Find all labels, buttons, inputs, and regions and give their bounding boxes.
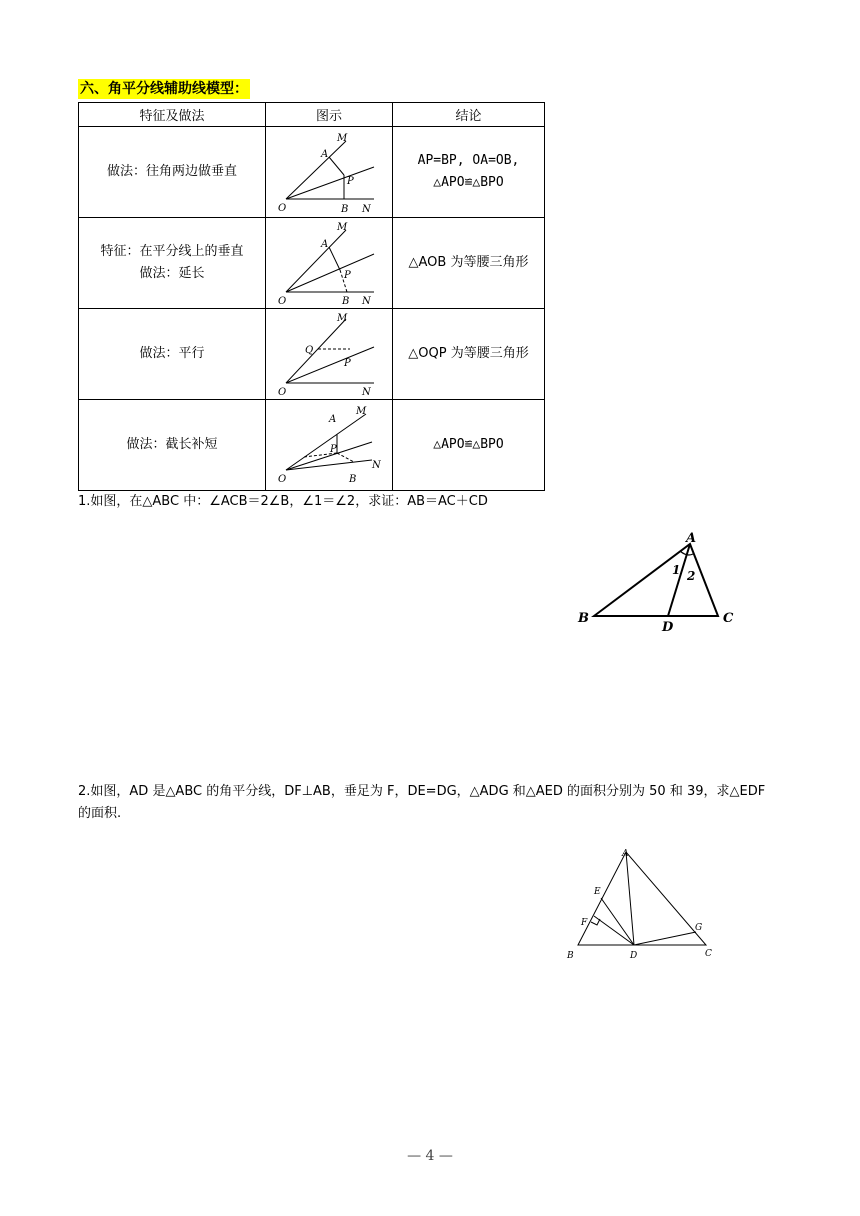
angle-bisector-model-table [78, 102, 545, 491]
label-d: D [630, 951, 638, 961]
method-cell [79, 400, 266, 491]
method-cell [79, 218, 266, 309]
label-a: A [329, 414, 337, 425]
label-b: B [567, 951, 574, 961]
conclusion-line: △APO≌△BPO [433, 175, 504, 190]
method-cell [79, 127, 266, 218]
problem-1-text: 1.如图，在△ABC 中：∠ACB＝2∠B，∠1＝∠2，求证：AB＝AC＋CD [78, 494, 488, 509]
page-number: — 4 — [407, 1148, 453, 1164]
method-line: 特征：在平分线上的垂直 [100, 244, 244, 259]
conclusion-line: △AOB 为等腰三角形 [408, 255, 529, 270]
label-q: Q [305, 345, 314, 356]
label-m: M [337, 313, 348, 324]
label-p: P [344, 358, 351, 369]
method-cell [79, 309, 266, 400]
label-a: A [321, 239, 329, 250]
label-b: B [341, 204, 349, 215]
method-line: 做法：往角两边做垂直 [106, 164, 237, 179]
table-row [79, 218, 545, 309]
label-o: O [278, 296, 287, 306]
conclusion-cell [393, 127, 545, 218]
angle-2-label: 2 [687, 569, 696, 583]
conclusion-cell [393, 309, 545, 400]
label-a: A [622, 849, 629, 859]
figure-cell [266, 218, 393, 309]
label-n: N [372, 460, 381, 471]
angle-1-label: 1 [672, 563, 681, 577]
label-a: A [686, 531, 697, 546]
conclusion-line: AP=BP, OA=OB, [417, 153, 520, 168]
label-e: E [594, 887, 601, 897]
table-row [79, 309, 545, 400]
label-d: D [662, 620, 674, 635]
label-m: M [337, 222, 348, 233]
method-line: 做法：平行 [139, 346, 205, 361]
label-c: C [723, 611, 734, 626]
label-b: B [342, 296, 350, 306]
conclusion-line: △OQP 为等腰三角形 [408, 346, 529, 361]
problem-2-text: 2.如图，AD 是△ABC 的角平分线，DF⊥AB，垂足为 F，DE=DG，△ADG 和△AED 的面积分别为 50 和 39，求△EDF 的面积. [78, 784, 766, 821]
conclusion-cell [393, 218, 545, 309]
label-m: M [356, 406, 367, 417]
label-o: O [278, 387, 287, 397]
conclusion-line: △APO≌△BPO [433, 437, 504, 452]
table-header-row [79, 103, 545, 127]
label-n: N [362, 387, 371, 397]
method-line: 做法：延长 [139, 266, 205, 281]
method-line: 做法：截长补短 [126, 437, 218, 452]
label-b: B [349, 474, 357, 485]
header-conclusion: 结论 [393, 103, 545, 127]
header-method: 特征及做法 [79, 103, 266, 127]
label-b: B [578, 611, 589, 626]
label-n: N [362, 296, 371, 306]
header-figure: 图示 [266, 103, 393, 127]
problem-2-triangle-diagram [560, 842, 725, 967]
label-g: G [695, 923, 703, 933]
table-row [79, 400, 545, 491]
label-p: P [347, 176, 354, 187]
conclusion-cell [393, 400, 545, 491]
label-f: F [581, 918, 588, 928]
problem-1-triangle-diagram [570, 530, 760, 640]
truncate-complement-model-diagram [274, 402, 384, 488]
figure-cell [266, 127, 393, 218]
figure-cell [266, 309, 393, 400]
label-a: A [321, 149, 329, 160]
figure-cell [266, 400, 393, 491]
perpendicular-model-diagram [274, 129, 384, 215]
table-row [79, 127, 545, 218]
label-n: N [362, 204, 371, 215]
parallel-model-diagram [274, 311, 384, 397]
label-m: M [337, 133, 348, 144]
label-c: C [705, 949, 712, 959]
label-o: O [278, 203, 287, 214]
label-p: P [344, 270, 351, 281]
extend-model-diagram [274, 220, 384, 306]
label-o: O [278, 474, 287, 485]
label-p: P [330, 444, 337, 455]
section-title: 六、角平分线辅助线模型： [80, 81, 248, 97]
